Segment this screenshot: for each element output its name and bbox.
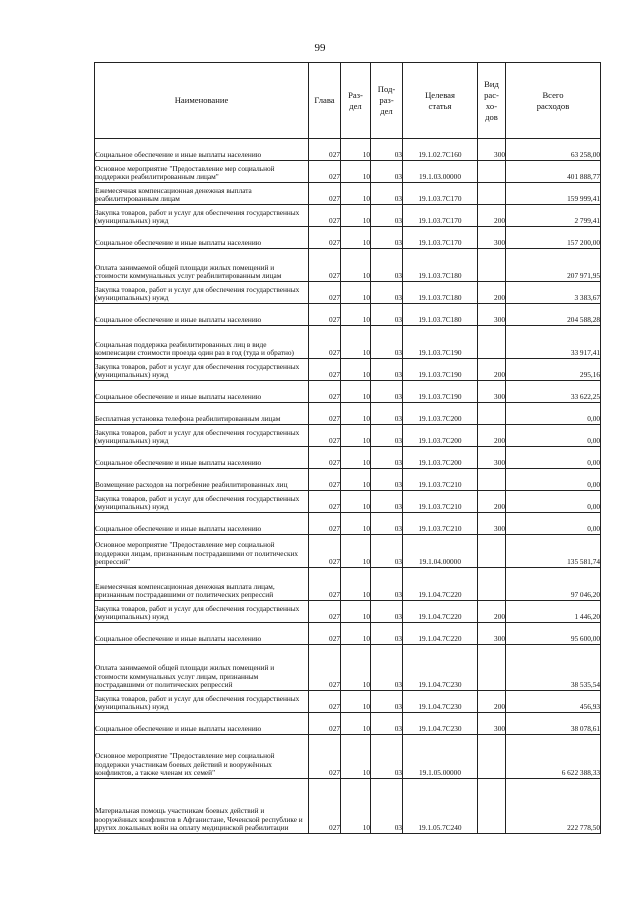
page-number: 99 (314, 42, 326, 54)
cell-cs: 19.1.03.7С180 (403, 282, 478, 304)
cell-rz: 10 (341, 713, 371, 735)
cell-pd: 03 (371, 282, 403, 304)
cell-ch: 027 (309, 713, 341, 735)
cell-sum: 38 535,54 (506, 645, 601, 691)
cell-ch: 027 (309, 779, 341, 834)
table-row (95, 691, 601, 713)
cell-ch: 027 (309, 469, 341, 491)
cell-ch: 027 (309, 403, 341, 425)
cell-name: Основное мероприятие "Предоставление мер социальной поддержки лицам, признанным пострадавшими от политических репрессий" (95, 535, 309, 568)
cell-ch: 027 (309, 645, 341, 691)
cell-sum: 0,00 (506, 491, 601, 513)
cell-cs: 19.1.04.00000 (403, 535, 478, 568)
cell-rz: 10 (341, 568, 371, 601)
cell-ch: 027 (309, 227, 341, 249)
expenditure-table (94, 62, 601, 834)
cell-sum: 6 622 388,33 (506, 735, 601, 779)
cell-pd: 03 (371, 447, 403, 469)
cell-vr (478, 779, 506, 834)
table-row (95, 381, 601, 403)
cell-pd: 03 (371, 691, 403, 713)
cell-ch: 027 (309, 183, 341, 205)
cell-cs: 19.1.03.7С170 (403, 183, 478, 205)
cell-rz: 10 (341, 161, 371, 183)
table-row (95, 249, 601, 282)
cell-sum: 0,00 (506, 403, 601, 425)
table-row (95, 779, 601, 834)
cell-rz: 10 (341, 425, 371, 447)
cell-cs: 19.1.03.7С210 (403, 513, 478, 535)
cell-rz: 10 (341, 513, 371, 535)
cell-name: Бесплатная установка телефона реабилитированным лицам (95, 403, 309, 425)
cell-pd: 03 (371, 779, 403, 834)
cell-ch: 027 (309, 623, 341, 645)
cell-cs: 19.1.03.7С170 (403, 227, 478, 249)
cell-sum: 0,00 (506, 425, 601, 447)
cell-sum: 157 200,00 (506, 227, 601, 249)
cell-cs: 19.1.05.00000 (403, 735, 478, 779)
cell-sum: 0,00 (506, 513, 601, 535)
cell-pd: 03 (371, 139, 403, 161)
table-row (95, 535, 601, 568)
table-row (95, 183, 601, 205)
cell-name: Закупка товаров, работ и услуг для обеспечения государственных (муниципальных) нужд (95, 601, 309, 623)
table-row (95, 139, 601, 161)
cell-vr: 200 (478, 205, 506, 227)
cell-pd: 03 (371, 403, 403, 425)
cell-name: Социальное обеспечение и иные выплаты населению (95, 713, 309, 735)
cell-rz: 10 (341, 227, 371, 249)
cell-pd: 03 (371, 491, 403, 513)
header-target: Целевая статья (403, 63, 478, 139)
cell-name: Ежемесячная компенсационная денежная выплата лицам, признанным пострадавшими от политических репрессий (95, 568, 309, 601)
cell-cs: 19.1.03.7С190 (403, 359, 478, 381)
table-row (95, 227, 601, 249)
cell-name: Социальное обеспечение и иные выплаты населению (95, 227, 309, 249)
cell-name: Социальное обеспечение и иные выплаты населению (95, 623, 309, 645)
cell-cs: 19.1.03.7С190 (403, 381, 478, 403)
cell-rz: 10 (341, 249, 371, 282)
header-type: Вид рас- хо- дов (478, 63, 506, 139)
table-row (95, 161, 601, 183)
cell-name: Социальное обеспечение и иные выплаты населению (95, 304, 309, 326)
cell-rz: 10 (341, 381, 371, 403)
cell-rz: 10 (341, 535, 371, 568)
cell-name: Основное мероприятие "Предоставление мер социальной поддержки реабилитированным лицам" (95, 161, 309, 183)
table-row (95, 359, 601, 381)
cell-sum: 95 600,00 (506, 623, 601, 645)
cell-vr (478, 568, 506, 601)
cell-sum: 295,16 (506, 359, 601, 381)
header-total: Всего расходов (506, 63, 601, 139)
cell-name: Оплата занимаемой общей площади жилых помещений и стоимости коммунальных услуг реабилитированным лицам (95, 249, 309, 282)
cell-rz: 10 (341, 645, 371, 691)
cell-rz: 10 (341, 183, 371, 205)
cell-pd: 03 (371, 469, 403, 491)
cell-pd: 03 (371, 249, 403, 282)
cell-ch: 027 (309, 691, 341, 713)
cell-cs: 19.1.04.7С220 (403, 623, 478, 645)
table-row (95, 513, 601, 535)
cell-name: Возмещение расходов на погребение реабилитированных лиц (95, 469, 309, 491)
cell-ch: 027 (309, 491, 341, 513)
cell-rz: 10 (341, 601, 371, 623)
cell-name: Социальная поддержка реабилитированных лиц в виде компенсации стоимости проезда один раз в год (туда и обратно) (95, 326, 309, 359)
cell-name: Социальное обеспечение и иные выплаты населению (95, 139, 309, 161)
cell-cs: 19.1.03.7С170 (403, 205, 478, 227)
cell-cs: 19.1.04.7С220 (403, 601, 478, 623)
cell-pd: 03 (371, 735, 403, 779)
cell-name: Закупка товаров, работ и услуг для обеспечения государственных (муниципальных) нужд (95, 691, 309, 713)
cell-sum: 159 999,41 (506, 183, 601, 205)
cell-ch: 027 (309, 161, 341, 183)
cell-name: Закупка товаров, работ и услуг для обеспечения государственных (муниципальных) нужд (95, 359, 309, 381)
table-row (95, 469, 601, 491)
cell-ch: 027 (309, 568, 341, 601)
cell-rz: 10 (341, 403, 371, 425)
table-row (95, 623, 601, 645)
cell-pd: 03 (371, 304, 403, 326)
table-row (95, 447, 601, 469)
cell-vr (478, 326, 506, 359)
cell-rz: 10 (341, 623, 371, 645)
cell-name: Социальное обеспечение и иные выплаты населению (95, 447, 309, 469)
cell-vr: 300 (478, 381, 506, 403)
cell-rz: 10 (341, 139, 371, 161)
cell-name: Оплата занимаемой общей площади жилых помещений и стоимости коммунальных услуг лицам, признанным пострадавшими от политических репрессий (95, 645, 309, 691)
cell-vr (478, 403, 506, 425)
cell-pd: 03 (371, 161, 403, 183)
cell-vr (478, 645, 506, 691)
cell-pd: 03 (371, 568, 403, 601)
table-row (95, 282, 601, 304)
cell-sum: 207 971,95 (506, 249, 601, 282)
cell-name: Основное мероприятие "Предоставление мер социальной поддержки участникам боевых действий и вооружённых конфликтов, а также членам их семей" (95, 735, 309, 779)
table-row (95, 735, 601, 779)
cell-sum: 401 888,77 (506, 161, 601, 183)
cell-rz: 10 (341, 735, 371, 779)
cell-pd: 03 (371, 645, 403, 691)
cell-name: Социальное обеспечение и иные выплаты населению (95, 513, 309, 535)
cell-vr: 200 (478, 601, 506, 623)
cell-cs: 19.1.03.7С200 (403, 447, 478, 469)
cell-name: Закупка товаров, работ и услуг для обеспечения государственных (муниципальных) нужд (95, 491, 309, 513)
cell-name: Закупка товаров, работ и услуг для обеспечения государственных (муниципальных) нужд (95, 425, 309, 447)
cell-rz: 10 (341, 491, 371, 513)
cell-vr: 300 (478, 304, 506, 326)
cell-cs: 19.1.03.7С210 (403, 491, 478, 513)
cell-sum: 0,00 (506, 447, 601, 469)
cell-pd: 03 (371, 623, 403, 645)
cell-ch: 027 (309, 381, 341, 403)
cell-pd: 03 (371, 205, 403, 227)
cell-ch: 027 (309, 735, 341, 779)
cell-vr: 200 (478, 359, 506, 381)
cell-sum: 38 078,61 (506, 713, 601, 735)
cell-pd: 03 (371, 326, 403, 359)
cell-cs: 19.1.04.7С220 (403, 568, 478, 601)
table-row (95, 568, 601, 601)
cell-pd: 03 (371, 183, 403, 205)
cell-name: Социальное обеспечение и иные выплаты населению (95, 381, 309, 403)
cell-ch: 027 (309, 535, 341, 568)
cell-vr (478, 535, 506, 568)
cell-vr: 200 (478, 425, 506, 447)
cell-sum: 1 446,20 (506, 601, 601, 623)
table-row (95, 403, 601, 425)
cell-cs: 19.1.04.7С230 (403, 645, 478, 691)
cell-vr (478, 469, 506, 491)
header-subsection: Под- раз- дел (371, 63, 403, 139)
cell-pd: 03 (371, 381, 403, 403)
cell-sum: 33 622,25 (506, 381, 601, 403)
cell-pd: 03 (371, 713, 403, 735)
cell-pd: 03 (371, 513, 403, 535)
cell-name: Ежемесячная компенсационная денежная выплата реабилитированным лицам (95, 183, 309, 205)
cell-cs: 19.1.05.7С240 (403, 779, 478, 834)
cell-vr: 300 (478, 713, 506, 735)
table-row (95, 304, 601, 326)
cell-rz: 10 (341, 205, 371, 227)
table-row (95, 713, 601, 735)
cell-sum: 2 799,41 (506, 205, 601, 227)
cell-cs: 19.1.04.7С230 (403, 691, 478, 713)
cell-name: Закупка товаров, работ и услуг для обеспечения государственных (муниципальных) нужд (95, 282, 309, 304)
cell-ch: 027 (309, 326, 341, 359)
cell-sum: 222 778,50 (506, 779, 601, 834)
cell-vr (478, 161, 506, 183)
cell-sum: 97 046,20 (506, 568, 601, 601)
cell-cs: 19.1.03.7С180 (403, 249, 478, 282)
cell-rz: 10 (341, 779, 371, 834)
cell-sum: 3 383,67 (506, 282, 601, 304)
cell-name: Закупка товаров, работ и услуг для обеспечения государственных (муниципальных) нужд (95, 205, 309, 227)
cell-vr: 200 (478, 282, 506, 304)
cell-ch: 027 (309, 447, 341, 469)
cell-ch: 027 (309, 205, 341, 227)
cell-sum: 33 917,41 (506, 326, 601, 359)
cell-rz: 10 (341, 469, 371, 491)
cell-vr: 300 (478, 623, 506, 645)
cell-rz: 10 (341, 359, 371, 381)
cell-pd: 03 (371, 425, 403, 447)
cell-ch: 027 (309, 282, 341, 304)
cell-sum: 456,93 (506, 691, 601, 713)
cell-vr (478, 183, 506, 205)
cell-pd: 03 (371, 601, 403, 623)
cell-cs: 19.1.03.7С200 (403, 425, 478, 447)
table-row (95, 601, 601, 623)
cell-cs: 19.1.03.7С210 (403, 469, 478, 491)
cell-vr: 300 (478, 227, 506, 249)
cell-name: Материальная помощь участникам боевых действий и вооружённых конфликтов в Афганистане, Чеченской республике и других локальных войн на оплату медицинской реабилитации (95, 779, 309, 834)
cell-vr (478, 249, 506, 282)
cell-ch: 027 (309, 601, 341, 623)
cell-sum: 204 588,28 (506, 304, 601, 326)
cell-ch: 027 (309, 139, 341, 161)
cell-rz: 10 (341, 447, 371, 469)
table-row (95, 425, 601, 447)
cell-vr: 200 (478, 491, 506, 513)
cell-rz: 10 (341, 326, 371, 359)
cell-vr: 300 (478, 513, 506, 535)
table-row (95, 491, 601, 513)
cell-cs: 19.1.04.7С230 (403, 713, 478, 735)
table-header-row (95, 63, 601, 139)
header-section: Раз- дел (341, 63, 371, 139)
cell-vr: 200 (478, 691, 506, 713)
cell-cs: 19.1.02.7С160 (403, 139, 478, 161)
cell-vr: 300 (478, 139, 506, 161)
cell-pd: 03 (371, 227, 403, 249)
cell-vr (478, 735, 506, 779)
cell-sum: 135 581,74 (506, 535, 601, 568)
cell-pd: 03 (371, 359, 403, 381)
cell-cs: 19.1.03.7С200 (403, 403, 478, 425)
header-name: Наименование (95, 63, 309, 139)
cell-cs: 19.1.03.00000 (403, 161, 478, 183)
header-chapter: Глава (309, 63, 341, 139)
table-row (95, 645, 601, 691)
cell-rz: 10 (341, 304, 371, 326)
table-row (95, 326, 601, 359)
cell-cs: 19.1.03.7С190 (403, 326, 478, 359)
cell-rz: 10 (341, 282, 371, 304)
cell-ch: 027 (309, 425, 341, 447)
table-row (95, 205, 601, 227)
cell-ch: 027 (309, 304, 341, 326)
cell-rz: 10 (341, 691, 371, 713)
cell-pd: 03 (371, 535, 403, 568)
cell-vr: 300 (478, 447, 506, 469)
cell-sum: 63 258,00 (506, 139, 601, 161)
cell-ch: 027 (309, 513, 341, 535)
cell-sum: 0,00 (506, 469, 601, 491)
cell-ch: 027 (309, 359, 341, 381)
cell-cs: 19.1.03.7С180 (403, 304, 478, 326)
cell-ch: 027 (309, 249, 341, 282)
